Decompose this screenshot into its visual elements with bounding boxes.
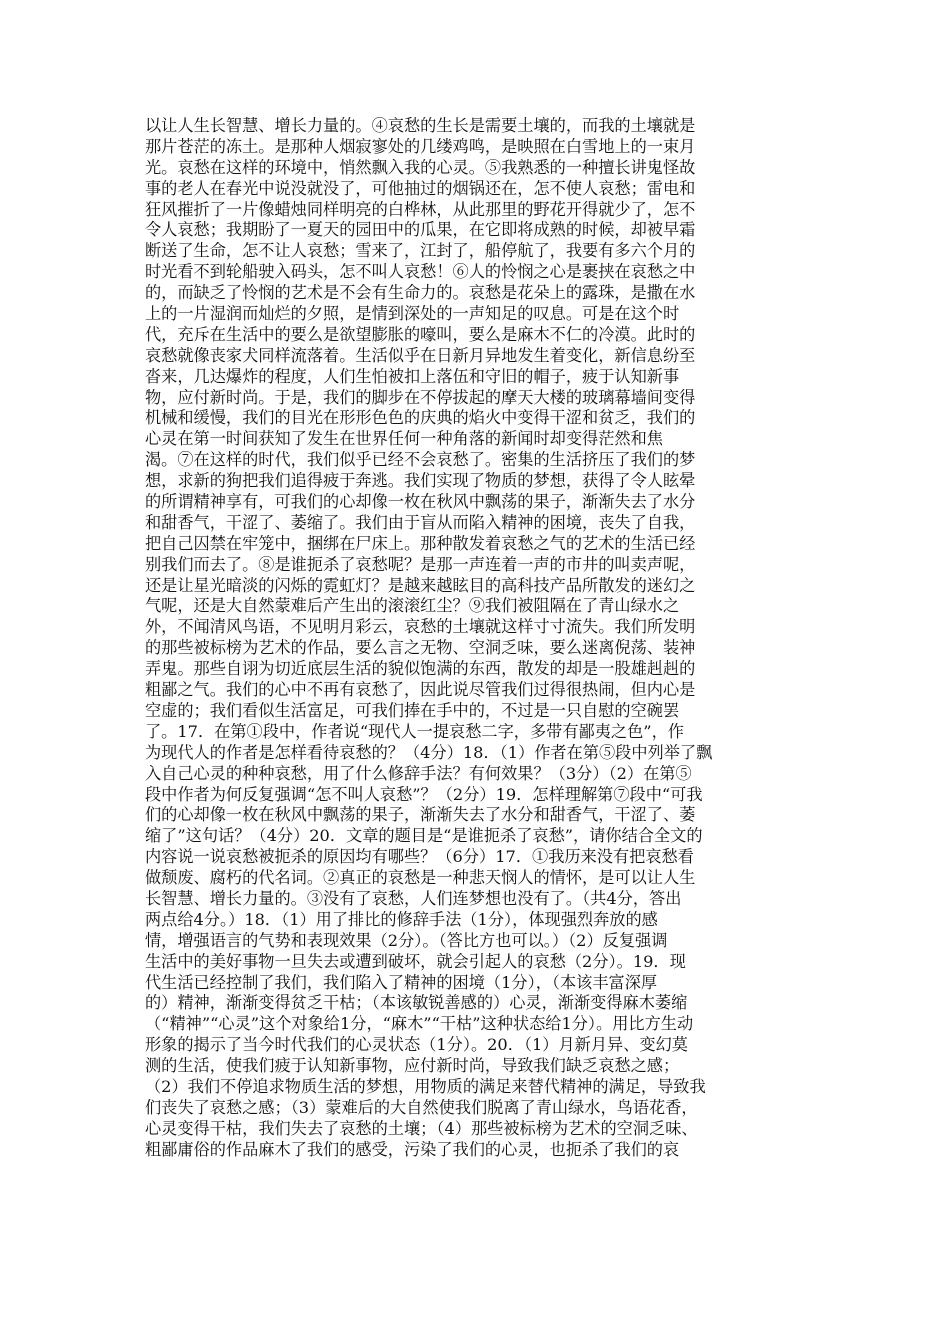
text-line: 别我们而去了。⑧是谁扼杀了哀愁呢？是那一声连着一声的市井的叫卖声呢， [145, 554, 696, 574]
text-line: 光。哀愁在这样的环境中，悄然飘入我的心灵。⑤我熟悉的一种擅长讲鬼怪故 [145, 157, 696, 177]
text-line: 情，增强语言的气势和表现效果（2分）。（答比方也可以。）（2）反复强调 [145, 930, 668, 950]
text-line: 段中作者为何反复强调“怎不叫人哀愁”？（2分）19．怎样理解第⑦段中“可我 [145, 784, 703, 804]
text-line: 物，应付新时尚。于是，我们的脚步在不停拔起的摩天大楼的玻璃幕墙间变得 [145, 387, 696, 407]
text-line: 们的心却像一枚在秋风中飘荡的果子，渐渐失去了水分和甜香气，干涩了、萎 [145, 805, 696, 825]
text-line: 粗鄙之气。我们的心中不再有哀愁了，因此说尽管我们过得很热闹，但内心是 [145, 680, 696, 700]
text-line: 机械和缓慢，我们的目光在形形色色的庆典的焰火中变得干涩和贫乏，我们的 [145, 408, 696, 428]
text-line: 上的一片湿润而灿烂的夕照，是情到深处的一声知足的叹息。可是在这个时 [145, 304, 680, 324]
text-line: （2）我们不停追求物质生活的梦想，用物质的满足来替代精神的满足，导致我 [145, 1076, 706, 1096]
text-line: 内容说一说哀愁被扼杀的原因均有哪些？（6分）17．①我历来没有把哀愁看 [145, 847, 694, 867]
text-line: 两点给4分。）18．（1）用了排比的修辞手法（1分），体现强烈奔放的感 [145, 909, 658, 929]
text-line: 入自己心灵的种种哀愁，用了什么修辞手法？有何效果？（3分）（2）在第⑤ [145, 763, 692, 783]
text-line: 想，求新的狗把我们追得疲于奔逃。我们实现了物质的梦想，获得了令人眩晕 [145, 471, 696, 491]
text-line: 断送了生命，怎不让人哀愁；雪来了，江封了，船停航了，我要有多六个月的 [145, 241, 696, 261]
text-line: 空虚的；我们看似生活富足，可我们捧在手中的，不过是一只自慰的空碗罢 [145, 700, 680, 720]
text-line: 以让人生长智慧、增长力量的。④哀愁的生长是需要土壤的，而我的土壤就是 [145, 116, 696, 135]
text-line: 长智慧、增长力量的。③没有了哀愁，人们连梦想也没有了。（共4分，答出 [145, 888, 682, 908]
text-line: 时光看不到轮船驶入码头，怎不叫人哀愁！⑥人的怜悯之心是裹挟在哀愁之中 [145, 262, 696, 282]
text-line: 形象的揭示了当今时代我们的心灵状态（1分）。20．（1）月新月异、变幻莫 [145, 1035, 688, 1055]
text-line: 心灵变得干枯，我们失去了哀愁的土壤；（4）那些被标榜为艺术的空洞乏味、 [145, 1118, 698, 1138]
text-line: 哀愁就像丧家犬同样流落着。生活似乎在日新月异地发生着变化，新信息纷至 [145, 345, 696, 365]
text-line: 的）精神，渐渐变得贫乏干枯；（本该敏锐善感的）心灵，渐渐变得麻木萎缩 [145, 993, 688, 1013]
text-line: 的那些被标榜为艺术的作品，要么言之无物、空洞乏味，要么迷离倪荡、装神 [145, 638, 696, 658]
text-line: 沓来，几达爆炸的程度，人们生怕被扣上落伍和守旧的帽子，疲于认知新事 [145, 366, 680, 386]
text-line: 那片苍茫的冻土。是那种人烟寂寥处的几缕鸡鸣，是映照在白雪地上的一束月 [145, 136, 696, 156]
text-line: 还是让星光暗淡的闪烁的霓虹灯？是越来越眩目的高科技产品所散发的迷幻之 [145, 575, 696, 595]
text-line: 做颓废、腐朽的代名词。②真正的哀愁是一种悲天悯人的情怀，是可以让人生 [145, 868, 696, 888]
text-line: 的所谓精神享有，可我们的心却像一枚在秋风中飘荡的果子，渐渐失去了水分 [145, 492, 696, 512]
text-line: 们丧失了哀愁之感；（3）蒙难后的大自然使我们脱离了青山绿水，鸟语花香， [145, 1097, 698, 1117]
text-line: 渴。⑦在这样的时代，我们似乎已经不会哀愁了。密集的生活挤压了我们的梦 [145, 450, 696, 470]
text-line: 事的老人在春光中说没就没了，可他抽过的烟锅还在，怎不使人哀愁；雷电和 [145, 178, 696, 198]
text-line: 气呢，还是大自然蒙难后产生出的滚滚红尘？⑨我们被阻隔在了青山绿水之 [145, 596, 680, 616]
text-line: 了。17．在第①段中，作者说“现代人一提哀愁二字，多带有鄙夷之色”，作 [145, 721, 684, 741]
text-line: （“精神”“心灵”这个对象给1分，“麻木”“干枯”这种状态给1分）。用比方生动 [145, 1014, 694, 1034]
text-line: 缩了”这句话？（4分）20．文章的题目是“是谁扼杀了哀愁”，请你结合全文的 [145, 826, 703, 846]
text-line: 生活中的美好事物一旦失去或遭到破坏，就会引起人的哀愁（2分）。19．现 [145, 951, 686, 971]
text-line: 测的生活，使我们疲于认知新事物，应付新时尚，导致我们缺乏哀愁之感； [145, 1056, 680, 1076]
text-line: 弄鬼。那些自诩为切近底层生活的貌似饱满的东西，散发的却是一股雄赳赳的 [145, 659, 696, 679]
text-line: 代，充斥在生活中的要么是欲望膨胀的嚎叫，要么是麻木不仁的冷漠。此时的 [145, 324, 696, 344]
text-line: 和甜香气，干涩了、萎缩了。我们由于盲从而陷入精神的困境，丧失了自我， [145, 512, 696, 532]
text-line: 的，而缺乏了怜悯的艺术是不会有生命力的。哀愁是花朵上的露珠，是撒在水 [145, 283, 696, 303]
text-line: 狂风摧折了一片像蜡烛同样明亮的白桦林，从此那里的野花开得就少了，怎不 [145, 199, 696, 219]
text-line: 为现代人的作者是怎样看待哀愁的？（4分）18．（1）作者在第⑤段中列举了飘 [145, 742, 713, 762]
text-line: 粗鄙庸俗的作品麻木了我们的感受，污染了我们的心灵，也扼杀了我们的哀 [145, 1139, 680, 1159]
text-line: 代生活已经控制了我们，我们陷入了精神的困境（1分），（本该丰富深厚 [145, 972, 658, 992]
text-line: 心灵在第一时间获知了发生在世界任何一种角落的新闻时却变得茫然和焦 [145, 429, 663, 449]
text-line: 把自己囚禁在牢笼中，捆绑在尸床上。那种散发着哀愁之气的艺术的生活已经 [145, 533, 696, 553]
text-line: 令人哀愁；我期盼了一夏天的园田中的瓜果，在它即将成熟的时候，却被早霜 [145, 220, 696, 240]
text-line: 外，不闻清风鸟语，不见明月彩云，哀愁的土壤就这样寸寸流失。我们所发明 [145, 617, 696, 637]
document-body [145, 116, 805, 1161]
